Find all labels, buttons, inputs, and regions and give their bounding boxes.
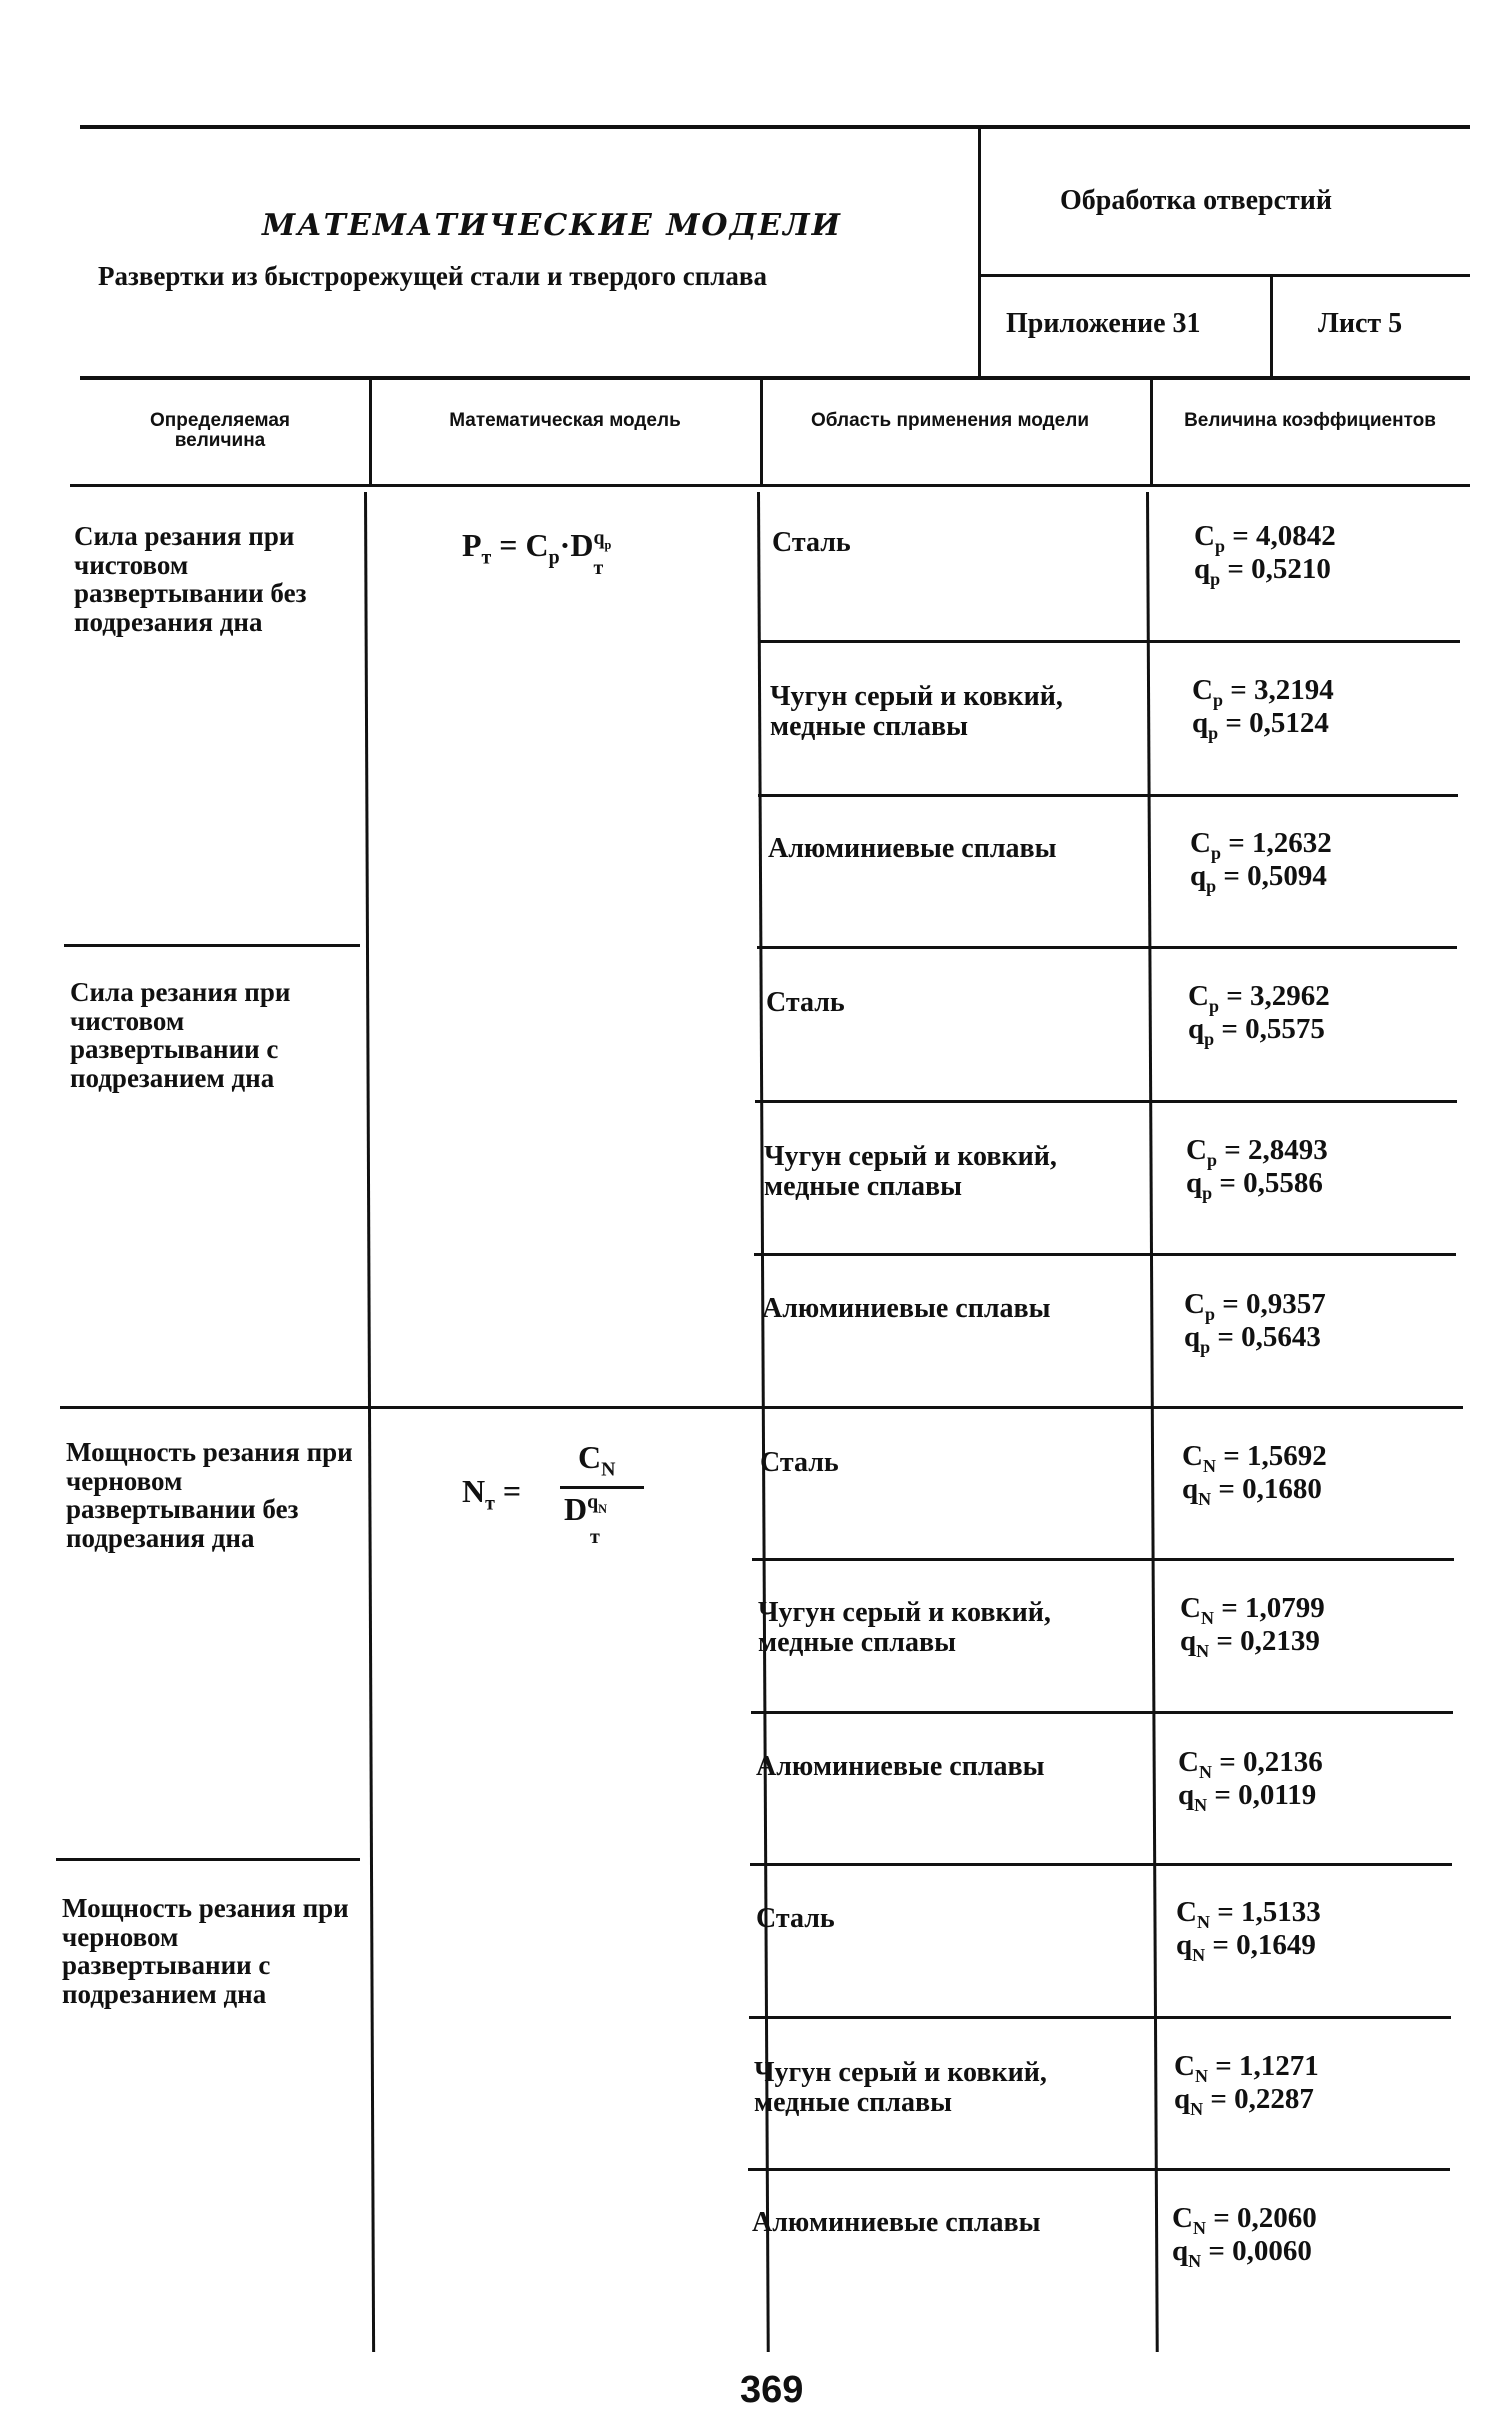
sheet-label: Лист 5 bbox=[1318, 308, 1403, 339]
group-separator-3 bbox=[60, 1406, 1463, 1409]
col-rule-header-2 bbox=[760, 380, 763, 484]
quantity-cell: Мощность резания при черновом развертывании без подрезания дна bbox=[66, 1437, 353, 1553]
header-divider-vertical bbox=[978, 127, 981, 377]
row-rule bbox=[748, 2168, 1450, 2171]
page-subtitle: Развертки из быстрорежущей стали и твердого сплава bbox=[98, 261, 768, 291]
area-cell: Чугун серый и ковкий, медные сплавы bbox=[764, 1141, 1057, 1203]
area-cell: Чугун серый и ковкий, медные сплавы bbox=[770, 681, 1063, 743]
formula-cutting-power: $N_т$ = $C_N$ $D^{q_N}$ т bbox=[462, 1440, 662, 1540]
area-cell: Алюминиевые сплавы bbox=[756, 1751, 1045, 1782]
coef-cell: $C_p = 2,8493$ $q_p = 0,5586$ bbox=[1186, 1134, 1328, 1203]
coef-cell: $C_p = 3,2194$ $q_p = 0,5124$ bbox=[1192, 674, 1334, 743]
col-rule-3 bbox=[1146, 492, 1159, 2352]
fraction-bar bbox=[560, 1486, 644, 1489]
row-rule bbox=[751, 1711, 1453, 1714]
coef-cell: $C_N = 1,5133$ $q_N = 0,1649$ bbox=[1176, 1896, 1321, 1965]
coef-cell: $C_p = 3,2962$ $q_p = 0,5575$ bbox=[1188, 980, 1330, 1049]
header-top-rule bbox=[80, 125, 1470, 129]
row-rule bbox=[754, 1253, 1456, 1256]
area-cell: Чугун серый и ковкий, медные сплавы bbox=[758, 1597, 1051, 1659]
coef-cell: $C_N = 1,5692$ $q_N = 0,1680$ bbox=[1182, 1440, 1327, 1509]
area-cell: Алюминиевые сплавы bbox=[768, 833, 1057, 864]
row-rule bbox=[758, 794, 1458, 797]
coef-cell: $C_p = 1,2632$ $q_p = 0,5094$ bbox=[1190, 827, 1332, 896]
coef-cell: $C_p = 4,0842$ $q_p = 0,5210$ bbox=[1194, 520, 1336, 589]
area-cell: Сталь bbox=[772, 527, 851, 558]
page-number: 369 bbox=[740, 2369, 804, 2411]
area-cell: Алюминиевые сплавы bbox=[752, 2207, 1041, 2238]
column-header-top-rule bbox=[80, 376, 1470, 380]
area-cell: Сталь bbox=[766, 987, 845, 1018]
row-rule bbox=[757, 946, 1457, 949]
group-separator-2-left bbox=[64, 944, 360, 947]
area-cell: Сталь bbox=[756, 1903, 835, 1934]
coef-cell: $C_N = 1,0799$ $q_N = 0,2139$ bbox=[1180, 1592, 1325, 1661]
row-rule bbox=[749, 2016, 1451, 2019]
coef-cell: $C_p = 0,9357$ $q_p = 0,5643$ bbox=[1184, 1288, 1326, 1357]
col-rule-1 bbox=[364, 492, 375, 2352]
area-cell: Алюминиевые сплавы bbox=[762, 1293, 1051, 1324]
area-cell: Сталь bbox=[760, 1447, 839, 1478]
col-header-model: Математическая модель bbox=[449, 410, 681, 431]
quantity-cell: Сила резания при чистовом развертывании с подрезанием дна bbox=[70, 977, 291, 1093]
row-rule bbox=[750, 1863, 1452, 1866]
page-title: МАТЕМАТИЧЕСКИЕ МОДЕЛИ bbox=[262, 208, 842, 243]
col-header-quantity: Определяемая величина bbox=[150, 410, 290, 451]
col-header-coef: Величина коэффициентов bbox=[1184, 410, 1436, 431]
quantity-cell: Мощность резания при черновом развертывании с подрезанием дна bbox=[62, 1893, 349, 2009]
formula-cutting-force: $P_т = C_p\cdot D$ $q_p$ т bbox=[462, 527, 612, 579]
area-cell: Чугун серый и ковкий, медные сплавы bbox=[754, 2057, 1047, 2119]
header-divider-horizontal bbox=[980, 274, 1470, 277]
coef-cell: $C_N = 0,2136$ $q_N = 0,0119$ bbox=[1178, 1746, 1323, 1815]
row-rule bbox=[752, 1558, 1454, 1561]
group-separator-4-left bbox=[56, 1858, 360, 1861]
row-rule bbox=[760, 640, 1460, 643]
section-label: Обработка отверстий bbox=[1060, 185, 1333, 216]
quantity-cell: Сила резания при чистовом развертывании без подрезания дна bbox=[74, 521, 307, 637]
col-rule-header-3 bbox=[1150, 380, 1153, 484]
col-header-area: Область применения модели bbox=[811, 410, 1089, 431]
header-divider-sheet bbox=[1270, 276, 1273, 378]
coef-cell: $C_N = 0,2060$ $q_N = 0,0060$ bbox=[1172, 2202, 1317, 2271]
column-header-bottom-rule bbox=[70, 484, 1470, 487]
row-rule bbox=[755, 1100, 1457, 1103]
appendix-label: Приложение 31 bbox=[1006, 308, 1201, 339]
col-rule-header-1 bbox=[369, 380, 372, 484]
coef-cell: $C_N = 1,1271$ $q_N = 0,2287$ bbox=[1174, 2050, 1319, 2119]
